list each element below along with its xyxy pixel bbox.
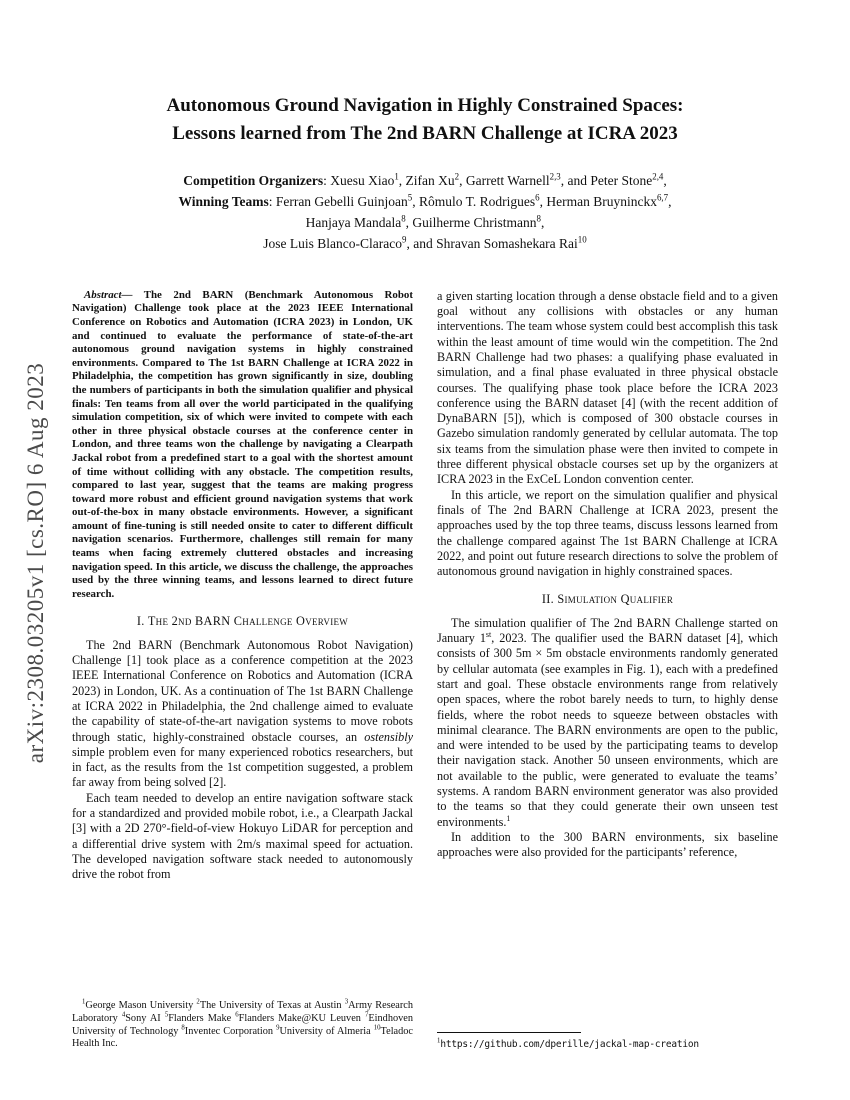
section1-paragraph-2-continued: a given starting location through a dense obstacle field and to a given goal without any collisions with obstacles or any human interventions. The team whose system could best accomplish this task within the least amount of time would win the competition. The 2nd BARN Challenge had two phases: a qualifying phase evaluated in simulation, and a final phase evaluated in three physical obstacle courses. The qualifying phase took place before the ICRA 2023 conference using the BARN dataset [4] (with the recent addition of DynaBARN [5]), which is composed of 300 obstacle courses in Gazebo simulation randomly generated by cellular automata. The top six teams from the simulation phase were then invited to compete in three different physical obstacle courses set up by the organizers at ICRA 2023 in the ExCeL London convention center. xyxy=(437,288,778,487)
author-block xyxy=(72,171,778,255)
title-line-2: Lessons learned from The 2nd BARN Challenge at ICRA 2023 xyxy=(172,122,678,144)
footnote-url-link[interactable]: $^1$https://github.com/dperille/jackal-map-creation xyxy=(437,1037,699,1050)
author-line-3: Hanjaya Mandala$^8$, Guilherme Christmann$^8$, xyxy=(305,213,545,230)
section1-paragraph-2: Each team needed to develop an entire navigation software stack for a standardized and provided mobile robot, i.e., a Clearpath Jackal [3] with a 2D 270°-field-of-view Hokuyo LiDAR for perception and a differential drive system with 2m/s maximal speed for actuation. The developed navigation software stack needed to autonomously drive the robot from xyxy=(72,790,413,882)
two-column-body xyxy=(72,289,778,1051)
paper-title xyxy=(72,92,778,147)
paper-content xyxy=(72,92,778,1051)
section2-paragraph-1: The simulation qualifier of The 2nd BARN Challenge started on January 1st, 2023. The qualifier used the BARN dataset [4], which consists of 300 5m × 5m obstacle environments randomly generated by cellular automata (see examples in Fig. 1), each with a predefined start and goal. These obstacle environments range from relatively open spaces, where the robot barely needs to turn, to highly dense fields, where the robot needs to squeeze between obstacles with minimal clearance. The BARN environments are open to the public, and were intended to be used by the participating teams to develop their navigation stack. Another 50 unseen environments, which are not available to the public, were generated to evaluate the teams’ systems. A random BARN environment generator was also provided to the teams so that they could generate their own unseen test environments.$^1$ xyxy=(437,615,778,829)
url-footnote xyxy=(437,1032,778,1051)
section2-paragraph-2: In addition to the 300 BARN environments, six baseline approaches were also provided for the participants’ reference, xyxy=(437,829,778,860)
section1-paragraph-1: The 2nd BARN (Benchmark Autonomous Robot Navigation) Challenge [1] took place as a conference competition at the 2023 IEEE International Conference on Robotics and Automation (ICRA 2023) in London, UK. As a continuation of The 1st BARN Challenge at ICRA 2022 in Philadelphia, the 2nd challenge aimed to evaluate the capability of state-of-the-art navigation systems to move robots through static, highly-constrained obstacle courses, an ostensibly simple problem even for many experienced robotics researchers, but in fact, as the results from the 1st competition suggested, a problem far away from being solved [2]. xyxy=(72,637,413,790)
abstract-paragraph: Abstract— The 2nd BARN (Benchmark Autonomous Robot Navigation) Challenge took place at the 2023 IEEE International Conference on Robotics and Automation (ICRA 2023) in London, UK and continued to evaluate the performance of state-of-the-art autonomous ground navigation systems in highly constrained environments. Compared to The 1st BARN Challenge at ICRA 2022 in Philadelphia, the competition has grown significantly in size, doubling the numbers of participants in both the simulation qualifier and physical finals: Ten teams from all over the world participated in the qualifying simulation competition, six of which were invited to compete with each other in three physical obstacle courses at the conference center in London, and three teams won the challenge by navigating a Clearpath Jackal robot from a predefined start to a goal with the shortest amount of time without colliding with any obstacle. The competition results, compared to last year, suggest that the teams are making progress toward more robust and efficient ground navigation systems that work out-of-the-box in many obstacle environments. However, a significant amount of fine-tuning is still needed onsite to cater to different difficult navigation scenarios. Furthermore, challenges still remain for many teams when facing extremely cluttered obstacles and increasing navigation speed. In this article, we discuss the challenge, the approaches used by the three winning teams, and lessons learned to direct future research. xyxy=(72,288,413,600)
author-line-4: Jose Luis Blanco-Claraco$^9$, and Shravan Somashekara Rai$^{10}$ xyxy=(263,234,587,251)
right-column xyxy=(437,289,778,1051)
author-line-organizers: Competition Organizers: Xuesu Xiao$^1$, Zifan Xu$^2$, Garrett Warnell$^{2,3}$, and Peter Stone$^{2,4}$, xyxy=(183,171,667,189)
footnote-rule xyxy=(437,1032,581,1033)
section-heading-2: II. Simulation Qualifier xyxy=(541,592,674,607)
section1-paragraph-3: In this article, we report on the simulation qualifier and physical finals of The 2nd BARN Challenge at ICRA 2023, present the approaches used by the top three teams, discuss lessons learned from the challenge compared against The 1st BARN Challenge at ICRA 2022, and point out future research directions to solve the problem of autonomous ground navigation in highly constrained spaces. xyxy=(437,487,778,579)
title-line-1: Autonomous Ground Navigation in Highly Constrained Spaces: xyxy=(166,95,684,116)
author-line-winning-teams: Winning Teams: Ferran Gebelli Guinjoan$^5$, Rômulo T. Rodrigues$^6$, Herman Bruyninckx$^{6,7}$, xyxy=(178,192,672,210)
arxiv-watermark: arXiv:2308.03205v1 [cs.RO] 6 Aug 2023 xyxy=(23,362,48,764)
left-column xyxy=(72,289,413,1051)
affiliation-footnote: $^1$George Mason University $^2$The University of Texas at Austin $^3$Army Research Laboratory $^4$Sony AI $^5$Flanders Make $^6$Flanders Make@KU Leuven $^7$Eindhoven University of Technology $^8$Inventec Corporation $^9$University of Almeria $^{10}$Teladoc Health Inc. xyxy=(72,998,413,1050)
section-heading-1: I. The 2nd BARN Challenge Overview xyxy=(136,614,349,629)
